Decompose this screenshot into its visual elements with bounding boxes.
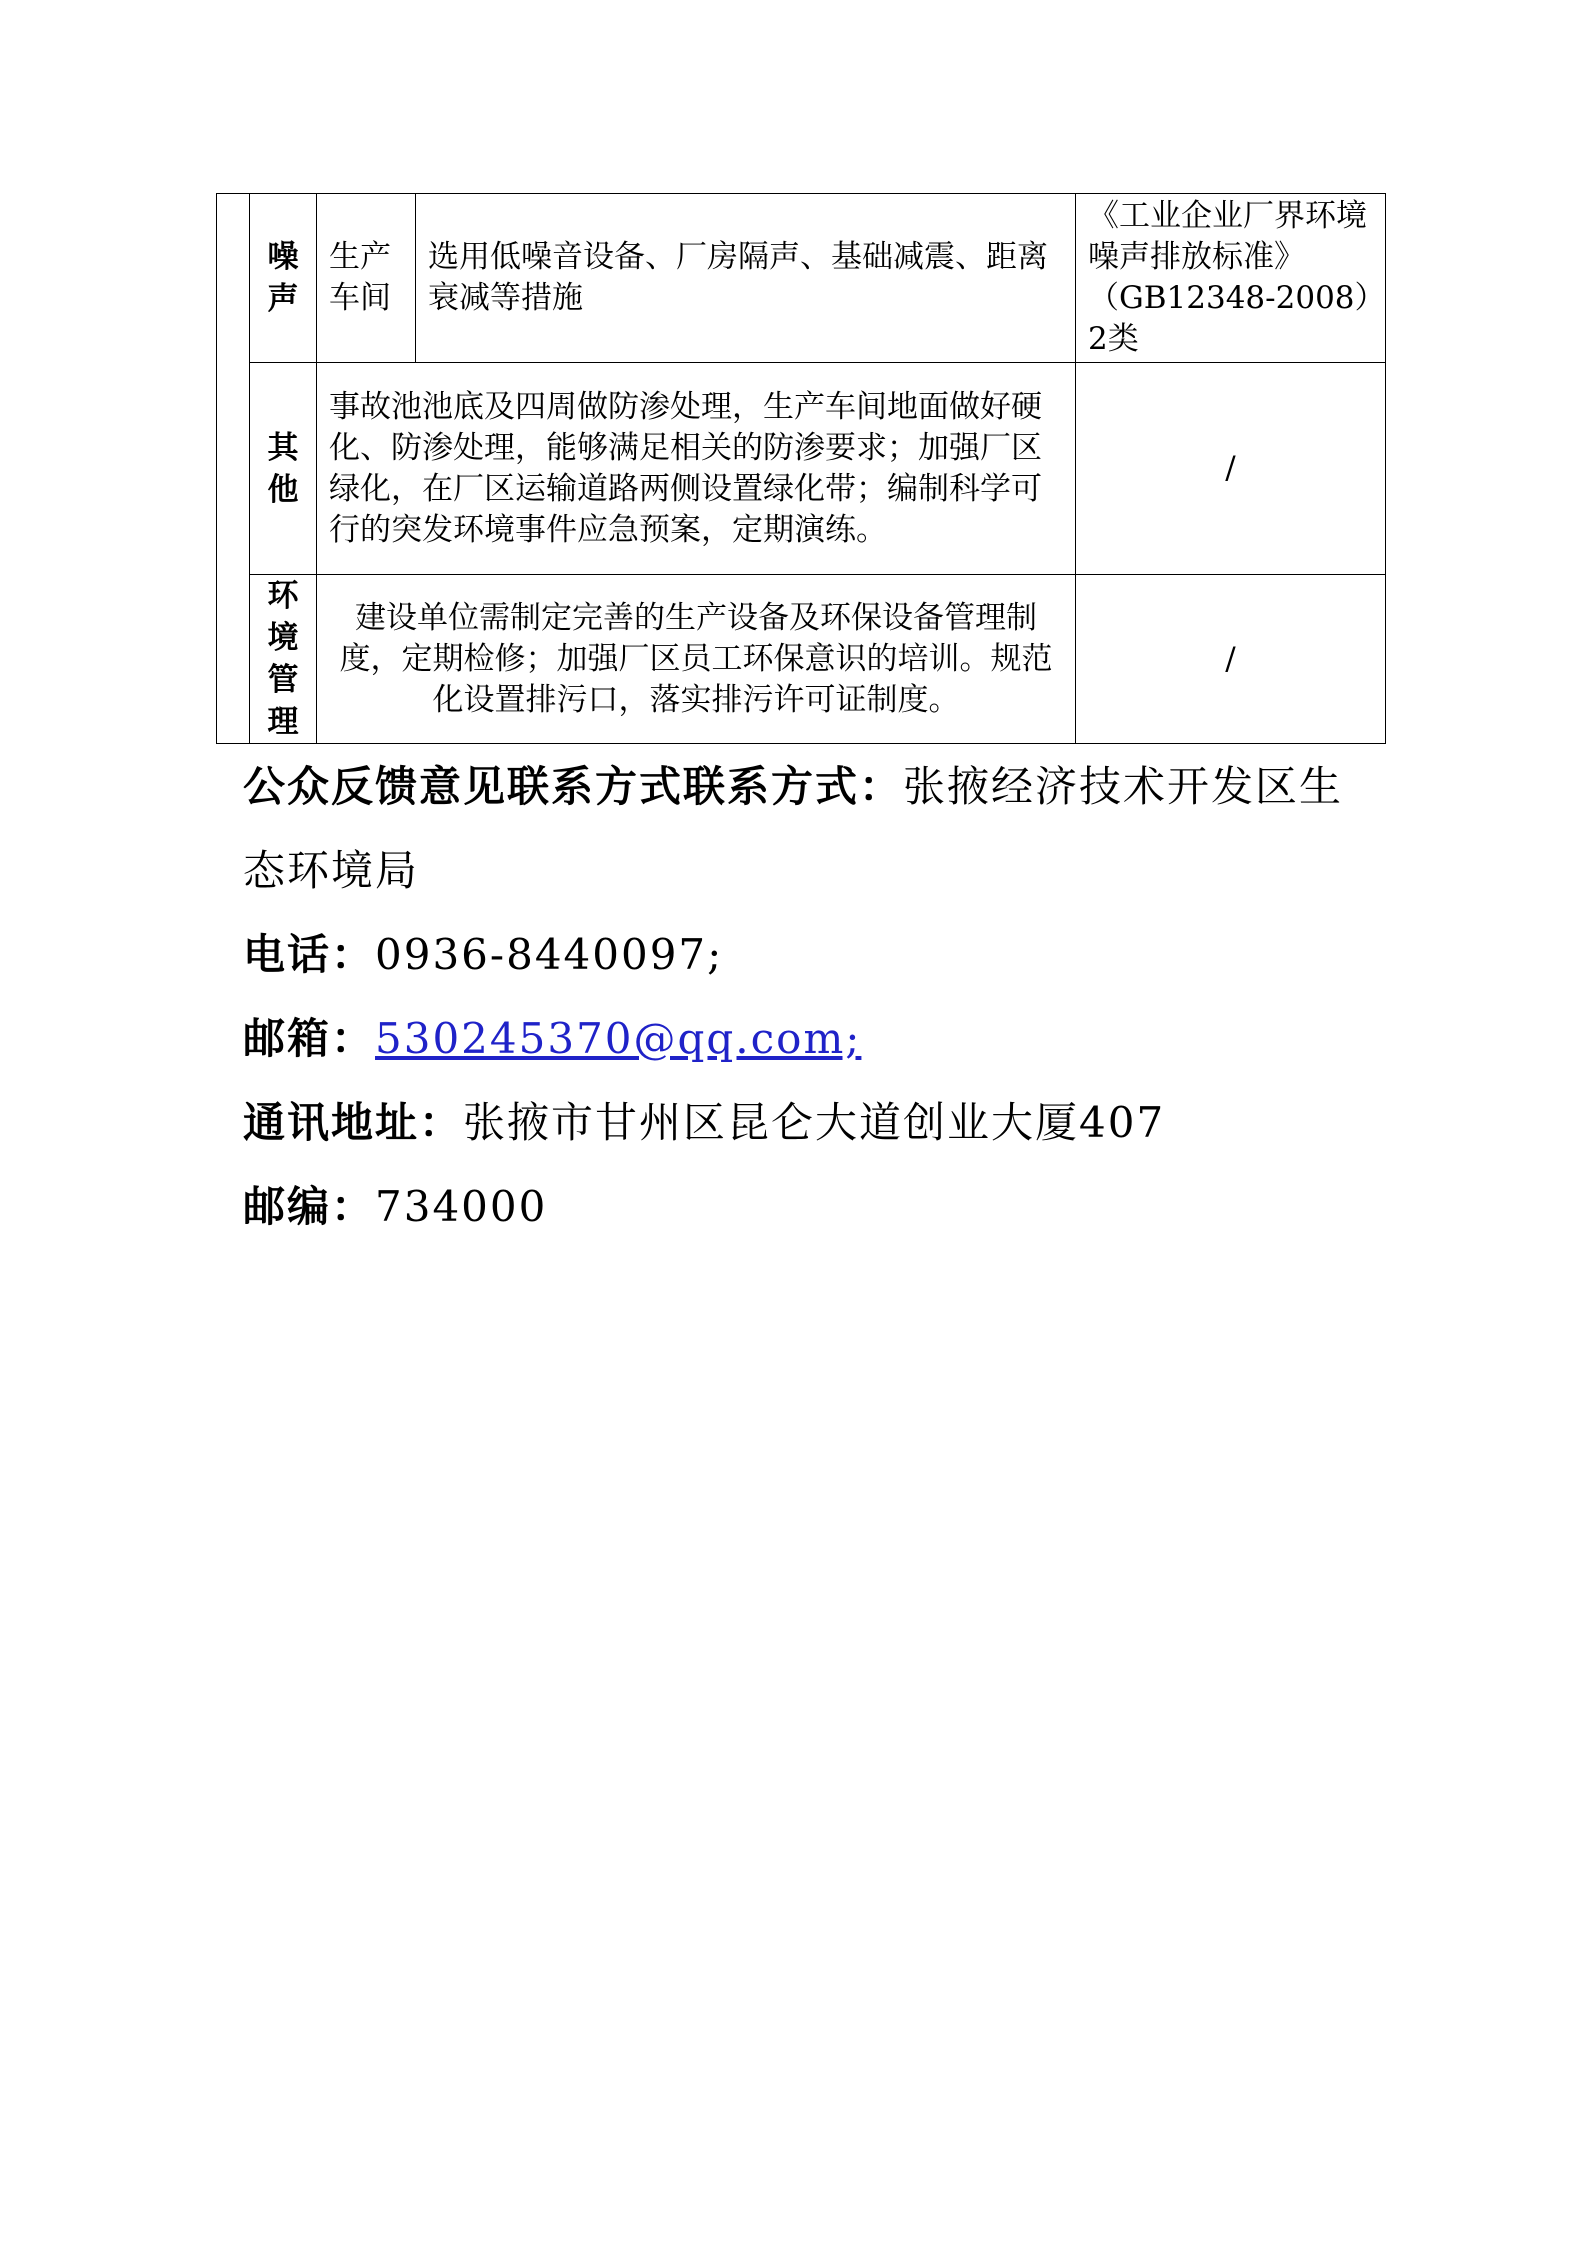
outer-blank-cell [217, 194, 250, 744]
category-cell: 环境管理 [250, 575, 317, 744]
environmental-measures-table [216, 193, 1386, 744]
category-cell: 其他 [250, 363, 317, 575]
table-row [217, 194, 1386, 363]
feedback-label: 公众反馈意见联系方式联系方式： [243, 762, 904, 811]
source-cell: 生产车间 [317, 194, 416, 363]
measure-cell: 选用低噪音设备、厂房隔声、基础减震、距离衰减等措施 [416, 194, 1076, 363]
table-row [217, 363, 1386, 575]
postcode-line [243, 1165, 1373, 1249]
postcode-label: 邮编： [243, 1182, 376, 1231]
standard-cell: / [1076, 575, 1386, 744]
table-row [217, 575, 1386, 744]
address-label: 通讯地址： [243, 1098, 464, 1147]
feedback-value: 张掖经济技术开发区生态环境局 [243, 762, 1344, 895]
category-cell: 噪声 [250, 194, 317, 363]
measure-cell: 事故池池底及四周做防渗处理，生产车间地面做好硬化、防渗处理，能够满足相关的防渗要求；加强厂区绿化，在厂区运输道路两侧设置绿化带；编制科学可行的突发环境事件应急预案，定期演练。 [317, 363, 1076, 575]
email-line [243, 997, 1373, 1081]
measure-cell: 建设单位需制定完善的生产设备及环保设备管理制度，定期检修；加强厂区员工环保意识的培训。规范化设置排污口，落实排污许可证制度。 [317, 575, 1076, 744]
email-label: 邮箱： [243, 1014, 376, 1063]
standard-cell: 《工业企业厂界环境噪声排放标准》（GB12348-2008）2类 [1076, 194, 1386, 363]
address-value: 张掖市甘州区昆仑大道创业大厦407 [463, 1098, 1166, 1147]
postcode-value: 734000 [375, 1182, 548, 1231]
phone-label: 电话： [243, 930, 376, 979]
email-link[interactable]: 530245370@qq.com; [375, 1014, 862, 1063]
phone-line [243, 913, 1373, 997]
standard-cell: / [1076, 363, 1386, 575]
feedback-contact-paragraph [243, 745, 1373, 913]
phone-value: 0936-8440097; [375, 930, 724, 979]
address-line [243, 1081, 1373, 1165]
